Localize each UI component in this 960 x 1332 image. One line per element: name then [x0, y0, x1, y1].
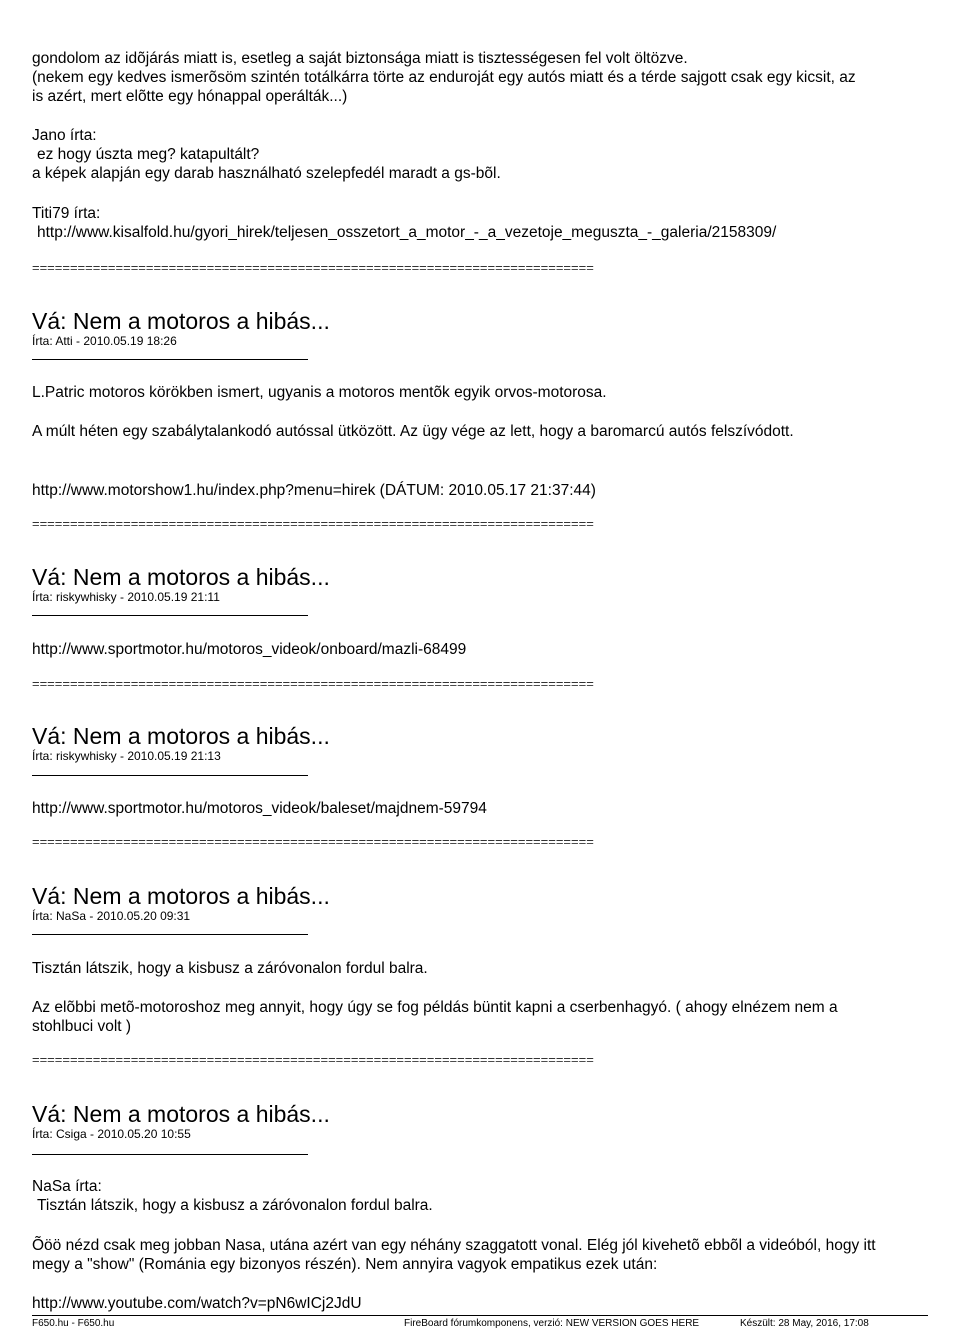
footer-component: FireBoard fórumkomponens, verzió: NEW VERSION GOES HERE	[404, 1318, 700, 1329]
footer-rule	[32, 1315, 928, 1316]
post-text: L.Patric motoros körökben ismert, ugyanis a motoros mentõk egyik orvos-motorosa.	[32, 384, 607, 401]
quote-link[interactable]: http://www.kisalfold.hu/gyori_hirek/teljesen_osszetort_a_motor_-_a_vezetoje_meguszta_-_galeria/2158309/	[37, 224, 777, 241]
quote-line: Tisztán látszik, hogy a kisbusz a záróvonalon fordul balra.	[37, 1197, 433, 1214]
post-link[interactable]: http://www.sportmotor.hu/motoros_videok/onboard/mazli-68499	[32, 641, 467, 658]
separator: ==========================================================================	[32, 1052, 594, 1067]
footer-generated: Készült: 28 May, 2016, 17:08	[740, 1318, 869, 1329]
post-divider	[32, 775, 308, 776]
post-meta: Írta: NaSa - 2010.05.20 09:31	[32, 909, 191, 923]
quote-author-nasa: NaSa írta:	[32, 1178, 102, 1195]
post-meta: Írta: riskywhisky - 2010.05.19 21:13	[32, 749, 221, 763]
post-title: Vá: Nem a motoros a hibás...	[32, 564, 330, 590]
separator: ==========================================================================	[32, 260, 594, 275]
post-text: stohlbuci volt )	[32, 1018, 132, 1035]
separator: ==========================================================================	[32, 834, 594, 849]
intro-line-2: (nekem egy kedves ismerõsöm szintén totálkárra törte az enduroját egy autós miatt és a térde sajgott csak egy kicsit, az	[32, 69, 856, 86]
footer-site: F650.hu - F650.hu	[32, 1318, 115, 1329]
post-text: Õöö nézd csak meg jobban Nasa, utána azért van egy néhány szaggatott vonal. Elég jól kivehetõ ebbõl a videóból, hogy itt	[32, 1237, 876, 1254]
post-divider	[32, 615, 308, 616]
post-meta: Írta: Atti - 2010.05.19 18:26	[32, 334, 177, 348]
post-meta: Írta: Csiga - 2010.05.20 10:55	[32, 1127, 191, 1141]
post-link[interactable]: http://www.motorshow1.hu/index.php?menu=hirek (DÁTUM: 2010.05.17 21:37:44)	[32, 482, 596, 499]
separator: ==========================================================================	[32, 676, 594, 691]
post-title: Vá: Nem a motoros a hibás...	[32, 1101, 330, 1127]
post-divider	[32, 359, 308, 360]
intro-line-3: is azért, mert elõtte egy hónappal operálták...)	[32, 88, 348, 105]
separator: ==========================================================================	[32, 516, 594, 531]
post-meta: Írta: riskywhisky - 2010.05.19 21:11	[32, 590, 220, 604]
post-title: Vá: Nem a motoros a hibás...	[32, 308, 330, 334]
post-text: megy a "show" (Románia egy bizonyos részén). Nem annyira vagyok empatikus ezek után:	[32, 1256, 658, 1273]
post-divider	[32, 934, 308, 935]
post-text: Az elõbbi metõ-motoroshoz meg annyit, hogy úgy se fog példás büntit kapni a cserbenhagyó. ( ahogy elnézem nem a	[32, 999, 838, 1016]
post-text: Tisztán látszik, hogy a kisbusz a záróvonalon fordul balra.	[32, 960, 428, 977]
post-title: Vá: Nem a motoros a hibás...	[32, 723, 330, 749]
quote-author-jano: Jano írta:	[32, 127, 97, 144]
post-title: Vá: Nem a motoros a hibás...	[32, 883, 330, 909]
post-link[interactable]: http://www.sportmotor.hu/motoros_videok/baleset/majdnem-59794	[32, 800, 487, 817]
post-divider	[32, 1154, 308, 1155]
quote-author-titi79: Titi79 írta:	[32, 205, 101, 222]
post-link[interactable]: http://www.youtube.com/watch?v=pN6wICj2JdU	[32, 1295, 362, 1312]
quote-line: a képek alapján egy darab használható szelepfedél maradt a gs-bõl.	[32, 165, 501, 182]
post-text: A múlt héten egy szabálytalankodó autóssal ütközött. Az ügy vége az lett, hogy a baromarcú autós felszívódott.	[32, 423, 794, 440]
quote-line: ez hogy úszta meg? katapultált?	[37, 146, 260, 163]
intro-line-1: gondolom az idõjárás miatt is, esetleg a saját biztonsága miatt is tisztességesen fel volt öltözve.	[32, 50, 688, 67]
